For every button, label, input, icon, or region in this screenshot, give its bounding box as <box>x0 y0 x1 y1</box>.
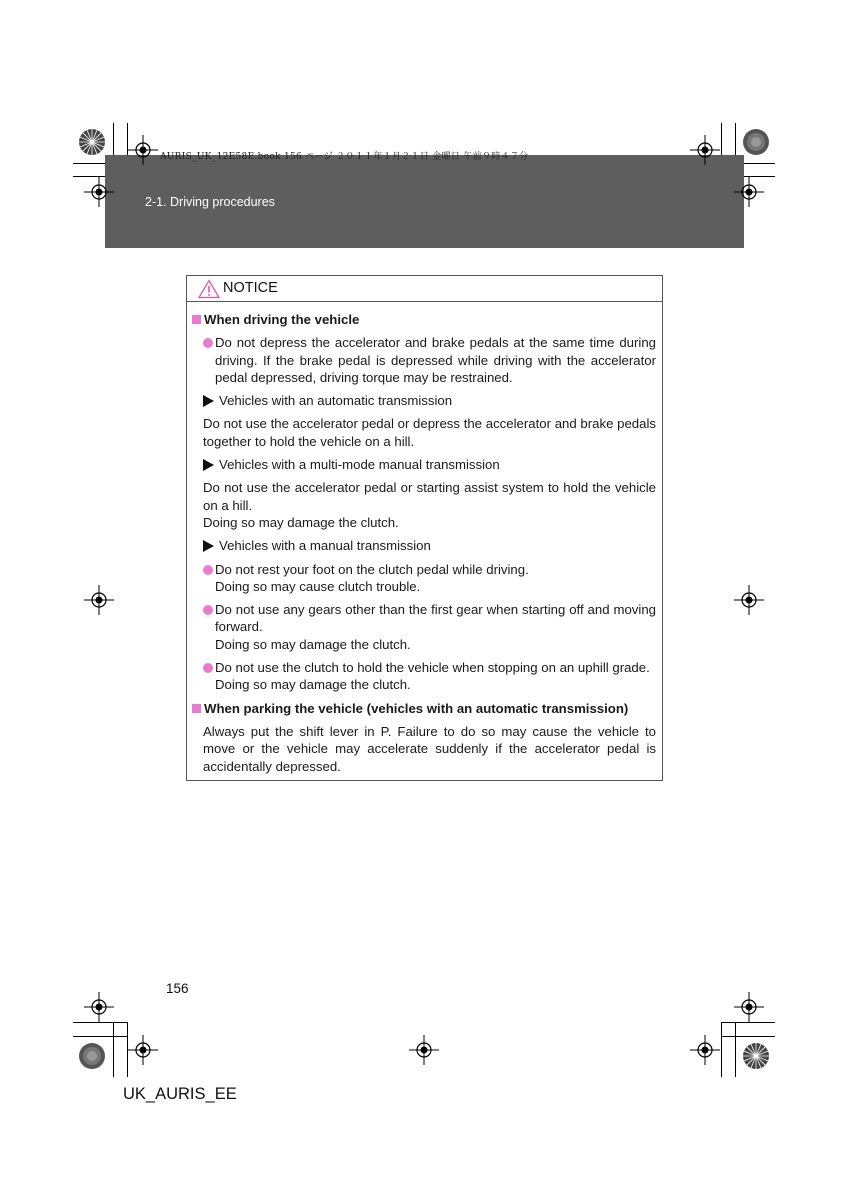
registration-mark-icon <box>734 585 764 615</box>
round-bullet-icon <box>203 663 213 673</box>
registration-mark-icon <box>690 1035 720 1065</box>
bullet-text: Doing so may damage the clutch. <box>215 677 411 693</box>
print-info: AURIS_UK_12E58E.book 156 ページ ２０１１年１月２１日 金曜日 午前９時４７分 <box>160 152 529 162</box>
registration-mark-icon <box>128 1035 158 1065</box>
notice-header <box>187 276 662 302</box>
paragraph <box>187 479 662 531</box>
round-bullet-icon <box>203 338 213 348</box>
subheading-text: Vehicles with a multi-mode manual transmission <box>219 457 500 473</box>
color-target-icon <box>742 128 770 156</box>
notice-title: NOTICE <box>223 280 278 296</box>
registration-mark-icon <box>690 135 720 165</box>
section-title: 2-1. Driving procedures <box>145 195 275 209</box>
bullet-item <box>187 659 662 694</box>
bullet-item <box>187 601 662 653</box>
registration-mark-icon <box>734 992 764 1022</box>
registration-mark-icon <box>409 1035 439 1065</box>
round-bullet-icon <box>203 605 213 615</box>
page-number: 156 <box>166 981 189 996</box>
warning-triangle-icon <box>198 279 220 299</box>
document-code: UK_AURIS_EE <box>123 1085 237 1103</box>
subheading-text: Vehicles with a manual transmission <box>219 538 431 554</box>
crop-line <box>721 1022 722 1077</box>
crop-line <box>73 1022 127 1023</box>
heading-text: When parking the vehicle (vehicles with an automatic transmission) <box>204 700 629 716</box>
paragraph-line: Doing so may damage the clutch. <box>203 514 399 530</box>
crop-line <box>721 1036 775 1037</box>
bullet-text: Doing so may damage the clutch. <box>215 636 411 652</box>
subheading <box>187 456 662 473</box>
registration-mark-icon <box>128 135 158 165</box>
paragraph-line: Do not use the accelerator pedal or starting assist system to hold the vehicle on a hill. <box>203 480 656 513</box>
section-heading <box>192 311 662 328</box>
subheading <box>187 537 662 554</box>
round-bullet-icon <box>203 565 213 575</box>
paragraph: Always put the shift lever in P. Failure to do so may cause the vehicle to move or the vehicle may accelerate suddenly if the accelerator pedal is accidentally depressed. <box>203 723 656 774</box>
bullet-item <box>187 334 662 386</box>
triangle-arrow-icon <box>203 395 214 407</box>
bullet-text: Do not depress the accelerator and brake pedals at the same time during driving. If the brake pedal is depressed while driving with the accelerator pedal depressed, driving torque may be restrained. <box>215 335 656 385</box>
crop-line <box>735 1022 736 1077</box>
triangle-arrow-icon <box>203 540 214 552</box>
registration-mark-icon <box>84 177 114 207</box>
subheading-text: Vehicles with an automatic transmission <box>219 393 453 409</box>
section-heading <box>192 700 662 717</box>
subheading <box>187 392 662 409</box>
paragraph: Do not use the accelerator pedal or depress the accelerator and brake pedals together to hold the vehicle on a hill. <box>203 416 656 449</box>
color-target-icon <box>78 128 106 156</box>
square-bullet-icon <box>192 315 201 324</box>
notice-box <box>186 275 663 781</box>
crop-line <box>721 1022 775 1023</box>
color-target-icon <box>742 1042 770 1070</box>
registration-mark-icon <box>84 992 114 1022</box>
bullet-text: Do not rest your foot on the clutch pedal while driving. <box>215 561 529 577</box>
heading-text: When driving the vehicle <box>204 312 360 327</box>
crop-line <box>113 1022 114 1077</box>
notice-body <box>187 306 662 781</box>
color-target-icon <box>78 1042 106 1070</box>
bullet-text: Do not use the clutch to hold the vehicle when stopping on an uphill grade. <box>215 660 650 676</box>
registration-mark-icon <box>734 177 764 207</box>
bullet-text: Doing so may cause clutch trouble. <box>215 578 421 594</box>
triangle-arrow-icon <box>203 459 214 471</box>
bullet-item <box>187 561 662 596</box>
square-bullet-icon <box>192 704 201 713</box>
crop-line <box>73 1036 127 1037</box>
registration-mark-icon <box>84 585 114 615</box>
bullet-text: Do not use any gears other than the first gear when starting off and moving forward. <box>215 602 656 635</box>
